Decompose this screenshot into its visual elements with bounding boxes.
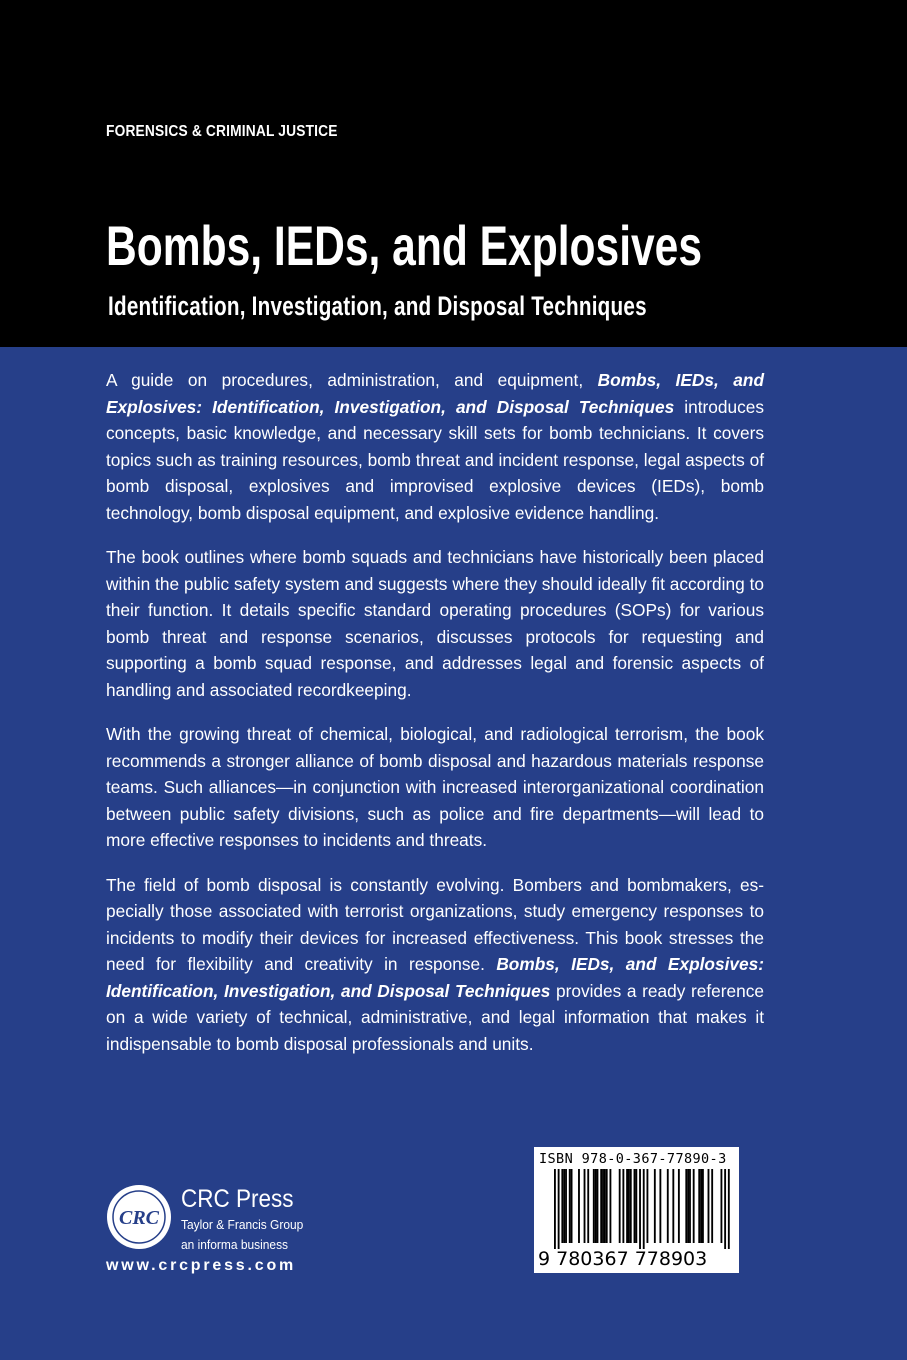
barcode-bars bbox=[534, 1169, 739, 1249]
barcode-bar bbox=[689, 1169, 691, 1243]
crc-logo-icon bbox=[106, 1184, 172, 1250]
barcode-bar bbox=[711, 1169, 713, 1243]
description-paragraph-2: The book outlines where bomb squads and technicians have historically been placed within the public safety system and suggests where they should ideally fit according to their function. It details specific standard operating procedures (SOPs) for various bomb threat and response scenarios, discusses protocols for requesting and supporting a bomb squad response, and addresses legal and forensic aspects of handling and associated recordkeeping. bbox=[106, 547, 764, 700]
publisher-group: Taylor & Francis Group bbox=[181, 1217, 304, 1232]
description-paragraph-3: With the growing threat of chemical, biological, and radiological terrorism, the book recommends a stronger alliance of bomb disposal and hazardous materials response teams. Such alliances—in conjunction with increased interorganizational coordination between public safety divisions, such as police and fire departments—will lead to more effective responses to incidents and threats. bbox=[106, 724, 764, 850]
description bbox=[106, 367, 764, 1075]
barcode-bar bbox=[643, 1169, 645, 1249]
barcode-bar bbox=[604, 1169, 606, 1243]
barcode-bar bbox=[569, 1169, 571, 1243]
barcode-bar bbox=[619, 1169, 621, 1243]
barcode-bar bbox=[578, 1169, 580, 1243]
barcode-bar bbox=[647, 1169, 649, 1243]
barcode-bar bbox=[565, 1169, 567, 1243]
barcode-bar bbox=[693, 1169, 695, 1243]
barcode-bar bbox=[561, 1169, 563, 1243]
barcode-bar bbox=[593, 1169, 595, 1243]
barcode-bar bbox=[571, 1169, 573, 1243]
barcode-bar bbox=[595, 1169, 597, 1243]
description-paragraph-1: A guide on procedures, administration, and equipment, Bombs, IEDs, and Explosives: Identification, Investigation, and Disposal Techniques introduces concepts, basic knowledge, and necessary skill sets for bomb technicians. It covers topics such as training resources, bomb threat and incident response, legal aspects of bomb disposal, explosives and improvised explosive devices (IEDs), bomb technology, bomb disposal equipment, and explosive evidence handling. bbox=[106, 370, 764, 523]
publisher-website: www.crcpress.com bbox=[106, 1257, 297, 1274]
crc-logo-text: CRC bbox=[118, 1207, 160, 1229]
barcode-bar bbox=[563, 1169, 565, 1243]
barcode-bar bbox=[606, 1169, 608, 1243]
barcode-bar bbox=[659, 1169, 661, 1243]
barcode-bar bbox=[602, 1169, 604, 1243]
barcode-bar bbox=[622, 1169, 624, 1243]
barcode-bar bbox=[634, 1169, 636, 1243]
isbn-barcode bbox=[534, 1147, 739, 1273]
barcode-bar bbox=[667, 1169, 669, 1243]
series-label: FORENSICS & CRIMINAL JUSTICE bbox=[106, 123, 338, 140]
barcode-bar bbox=[626, 1169, 628, 1243]
barcode-bar bbox=[654, 1169, 656, 1243]
publisher-tagline: an informa business bbox=[181, 1237, 289, 1252]
barcode-bar bbox=[554, 1169, 556, 1249]
barcode-bar bbox=[584, 1169, 586, 1243]
barcode-bar bbox=[630, 1169, 632, 1243]
barcode-bar bbox=[600, 1169, 602, 1243]
barcode-bar bbox=[708, 1169, 710, 1243]
barcode-bar bbox=[700, 1169, 702, 1243]
barcode-bar bbox=[685, 1169, 687, 1243]
barcode-bar bbox=[628, 1169, 630, 1243]
barcode-bar bbox=[721, 1169, 723, 1243]
barcode-bar bbox=[724, 1169, 726, 1249]
isbn-label: ISBN 978-0-367-77890-3 bbox=[539, 1151, 727, 1167]
barcode-bar bbox=[635, 1169, 637, 1243]
barcode-bar bbox=[728, 1169, 730, 1249]
book-title: Bombs, IEDs, and Explosives bbox=[106, 214, 703, 277]
barcode-bar bbox=[687, 1169, 689, 1243]
book-subtitle: Identification, Investigation, and Disposal Techniques bbox=[108, 291, 647, 321]
barcode-bar bbox=[610, 1169, 612, 1243]
barcode-bar bbox=[587, 1169, 589, 1243]
description-paragraph-4: The field of bomb disposal is constantly evolving. Bombers and bombmakers, especially those associated with terrorist organizations, study emergency responses to incidents to modify their devices for increased effectiveness. This book stresses the need for flexibility and creativity in response. Bombs, IEDs, and Explosives: Identification, Investigation, and Disposal Techniques provides a ready reference on a wide variety of technical, administrative, and legal information that makes it indispensable to bomb disposal professionals and units. bbox=[106, 874, 764, 1054]
barcode-bar bbox=[678, 1169, 680, 1243]
barcode-bar bbox=[639, 1169, 641, 1249]
barcode-digits: 9 780367 778903 bbox=[538, 1248, 708, 1270]
barcode-bar bbox=[597, 1169, 599, 1243]
barcode-bar bbox=[702, 1169, 704, 1243]
barcode-bar bbox=[558, 1169, 560, 1249]
cover-header bbox=[0, 0, 907, 347]
barcode-bar bbox=[698, 1169, 700, 1243]
publisher-name: CRC Press bbox=[181, 1185, 294, 1213]
barcode-bar bbox=[672, 1169, 674, 1243]
